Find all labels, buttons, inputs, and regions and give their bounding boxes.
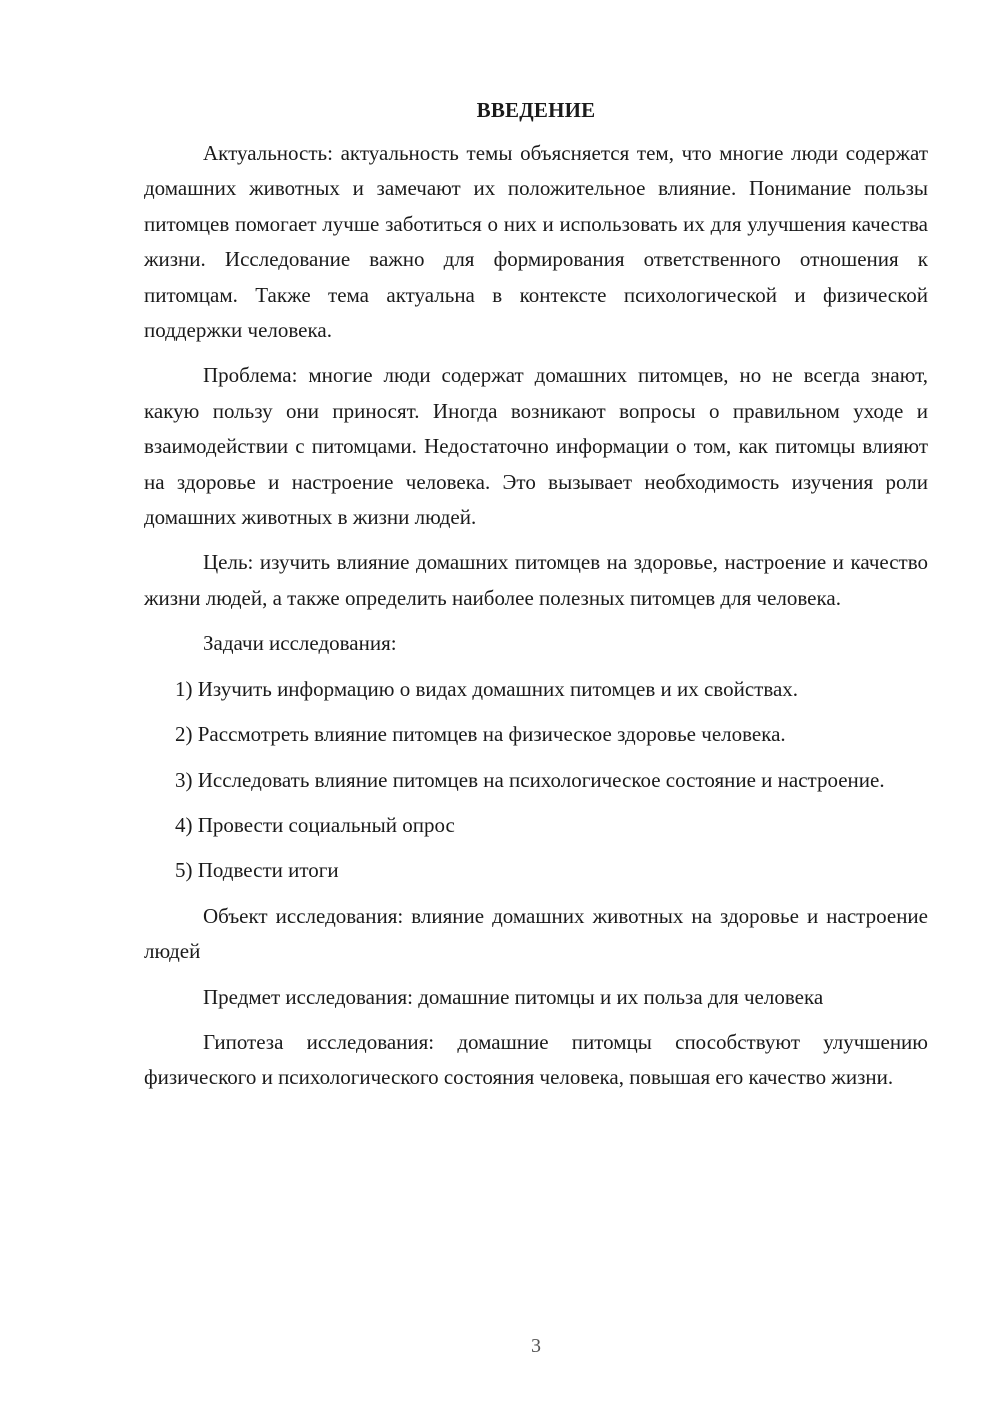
task-item-5: 5) Подвести итоги — [175, 858, 339, 883]
problem-paragraph: Проблема: многие люди содержат домашних питомцев, но не всегда знают, какую пользу они приносят. Иногда возникают вопросы о правильном уходе и взаимодействии с питомцами. Недостаточно информации о том, как питомцы влияют на здоровье и настроение человека. Это вызывает необходимость изучения роли домашних животных в жизни людей. — [144, 363, 928, 530]
task-item-3: 3) Исследовать влияние питомцев на психологическое состояние и настроение. — [175, 767, 885, 792]
subject-paragraph: Предмет исследования: домашние питомцы и их польза для человека — [203, 984, 824, 1009]
object-paragraph: Объект исследования: влияние домашних животных на здоровье и настроение людей — [144, 903, 928, 964]
task-item-4: 4) Провести социальный опрос — [175, 812, 455, 837]
tasks-heading: Задачи исследования: — [203, 631, 397, 656]
task-item-1: 1) Изучить информацию о видах домашних питомцев и их свойствах. — [175, 676, 799, 701]
page-number: 3 — [531, 1335, 541, 1357]
section-heading: ВВЕДЕНИЕ — [476, 98, 596, 122]
page-content — [144, 93, 928, 1106]
task-item-2: 2) Рассмотреть влияние питомцев на физическое здоровье человека. — [175, 722, 786, 747]
goal-paragraph: Цель: изучить влияние домашних питомцев на здоровье, настроение и качество жизни людей, а также определить наиболее полезных питомцев для человека. — [144, 550, 928, 610]
relevance-paragraph: Актуальность: актуальность темы объясняется тем, что многие люди содержат домашних животных и замечают их положительное влияние. Понимание пользы питомцев помогает лучше заботиться о них и использовать их для улучшения качества жизни. Исследование важно для формирования ответственного отношения к питомцам. Также тема актуальна в контексте психологической и физической поддержки человека. — [144, 141, 928, 343]
hypothesis-paragraph: Гипотеза исследования: домашние питомцы способствуют улучшению физического и психологического состояния человека, повышая его качество жизни. — [144, 1029, 928, 1090]
